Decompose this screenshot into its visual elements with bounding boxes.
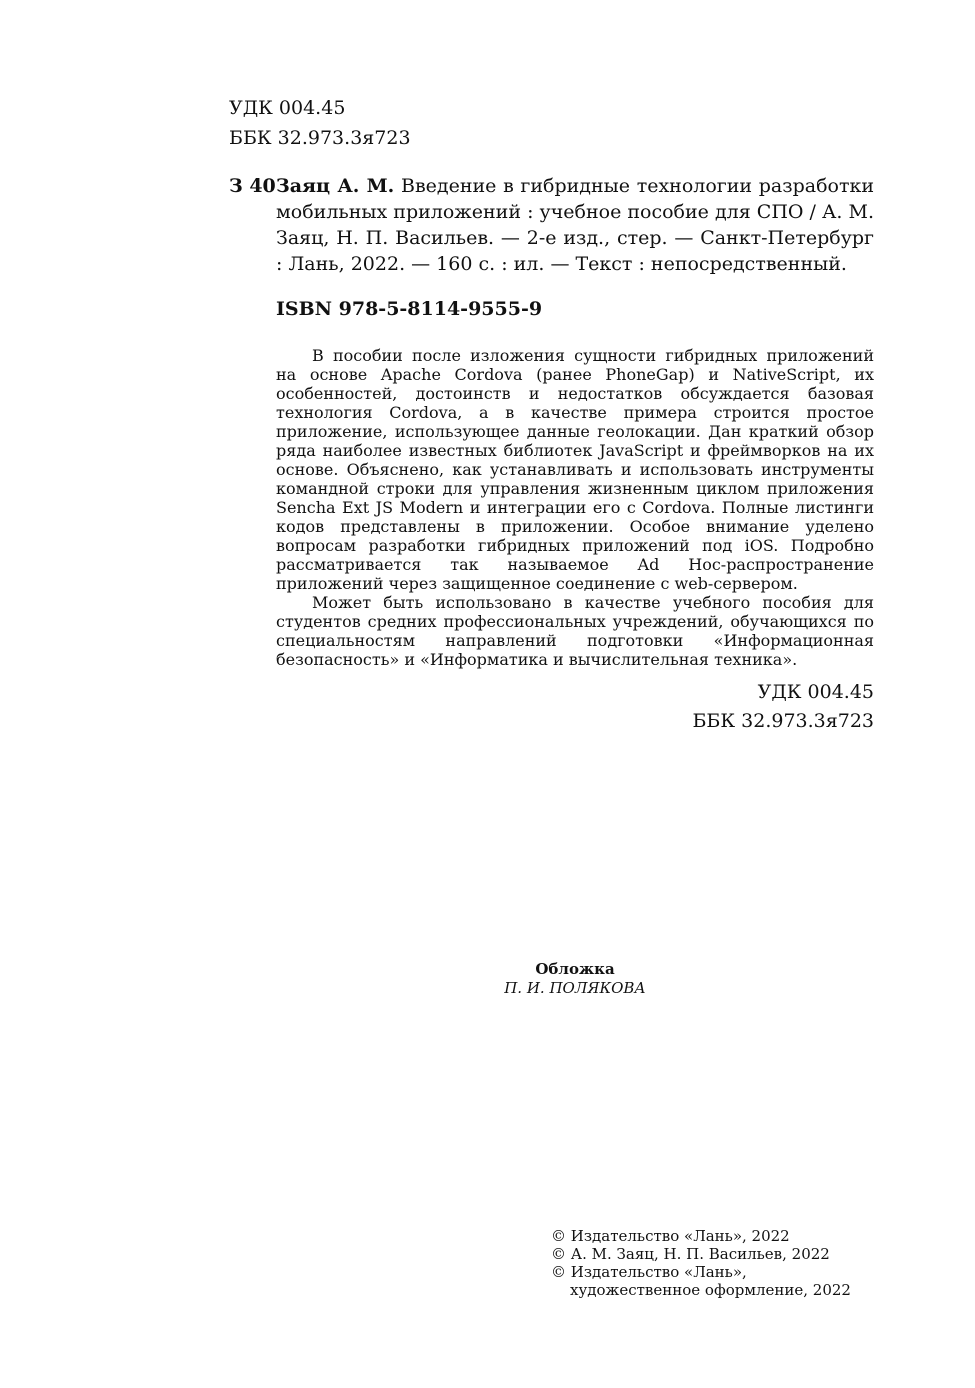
- annotation-paragraph: Может быть использовано в качестве учебного пособия для студентов средних профессиональных учреждений, обучающихся по специальностям направлений подготовки «Информационная безопасность» и «Информатика и вычислительная техника».: [276, 593, 874, 669]
- copyright-line: © Издательство «Лань»,: [551, 1263, 747, 1281]
- bbk-code: ББК 32.973.3я723: [229, 127, 411, 149]
- isbn: ISBN 978-5-8114-9555-9: [276, 298, 543, 320]
- description-text: Введение в гибридные технологии разработки мобильных приложений : учебное пособие для СПО / А. М. Заяц, Н. П. Васильев. — 2-е изд., стер. — Санкт-Петербург : Лань, 2022. — 160 с. : ил. — Текст : непосредственный.: [276, 175, 874, 275]
- classification-codes-bottom: [692, 678, 874, 736]
- classification-codes-top: [229, 93, 411, 153]
- copyright-line: © Издательство «Лань», 2022: [551, 1227, 790, 1245]
- bbk-code: ББК 32.973.3я723: [692, 710, 874, 732]
- cover-label: Обложка: [535, 960, 615, 978]
- cover-author: П. И. ПОЛЯКОВА: [504, 979, 646, 997]
- author-mark: З 40: [229, 175, 276, 197]
- cover-credit: [440, 960, 710, 998]
- udk-code: УДК 004.45: [757, 681, 874, 703]
- bibliographic-description: [276, 173, 874, 277]
- annotation-paragraph: В пособии после изложения сущности гибридных приложений на основе Apache Cordova (ранее PhoneGap) и NativeScript, их особенностей, достоинств и недостатков обсуждается базовая технология Cordova, а в качестве примера строится простое приложение, использующее данные геолокации. Дан краткий обзор ряда наиболее известных библиотек JavaScript и фреймворков на их основе. Объяснено, как устанавливать и использовать инструменты командной строки для управления жизненным циклом приложения Sencha Ext JS Modern и интеграции его с Cordova. Полные листинги кодов представлены в приложении. Особое внимание уделено вопросам разработки гибридных приложений под iOS. Подробно рассматривается так называемое Ad Hoc-распространение приложений через защищенное соединение с web-сервером.: [276, 346, 874, 593]
- author-name: Заяц А. М.: [276, 175, 395, 197]
- udk-code: УДК 004.45: [229, 97, 346, 119]
- annotation: [276, 346, 874, 669]
- copyright-line: © А. М. Заяц, Н. П. Васильев, 2022: [551, 1245, 830, 1263]
- copyright-line: художественное оформление, 2022: [570, 1281, 851, 1299]
- copyright-block: [551, 1227, 851, 1299]
